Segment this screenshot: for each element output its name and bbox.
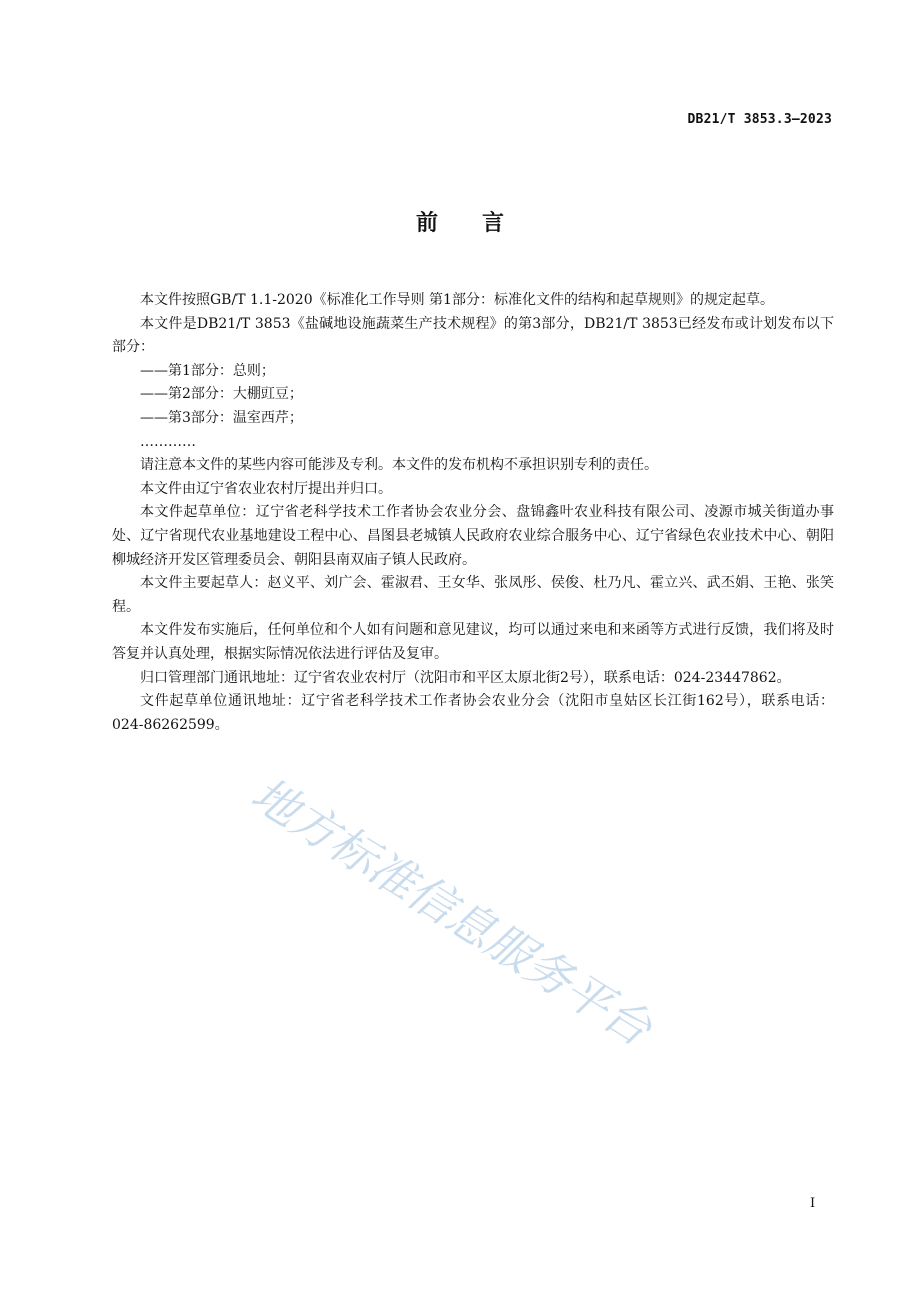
paragraph-proposer: 本文件由辽宁省农业农村厅提出并归口。 bbox=[140, 480, 392, 497]
foreword-body bbox=[112, 289, 834, 737]
paragraph-feedback: 本文件发布实施后，任何单位和个人如有问题和意见建议，均可以通过来电和来函等方式进行反馈，我们将及时答复并认真处理，根据实际情况依法进行评估及复审。 bbox=[112, 622, 834, 662]
page-number: I bbox=[810, 1196, 816, 1211]
paragraph-standard-basis: 本文件按照GB/T 1.1-2020《标准化工作导则 第1部分：标准化文件的结构和起草规则》的规定起草。 bbox=[140, 292, 774, 308]
page-title: 前言 bbox=[415, 211, 548, 236]
paragraph-drafting-units: 本文件起草单位：辽宁省老科学技术工作者协会农业分会、盘锦鑫叶农业科技有限公司、凌源市城关街道办事处、辽宁省现代农业基地建设工程中心、昌图县老城镇人民政府农业综合服务中心、辽宁省绿色农业技术中心、朝阳柳城经济开发区管理委员会、朝阳县南双庙子镇人民政府。 bbox=[112, 504, 834, 568]
list-ellipsis: ………… bbox=[140, 433, 196, 450]
document-code: DB21/T 3853.3—2023 bbox=[687, 112, 832, 127]
paragraph-authority-address: 归口管理部门通讯地址：辽宁省农业农村厅（沈阳市和平区太原北街2号），联系电话：024-23447862。 bbox=[140, 669, 791, 686]
paragraph-patent-notice: 请注意本文件的某些内容可能涉及专利。本文件的发布机构不承担识别专利的责任。 bbox=[140, 457, 658, 474]
list-item-part-2: ——第2部分：大棚豇豆； bbox=[140, 386, 303, 403]
paragraph-drafters: 本文件主要起草人：赵义平、刘广会、霍淑君、王女华、张凤彤、侯俊、杜乃凡、霍立兴、武丕娟、王艳、张笑程。 bbox=[112, 575, 834, 615]
paragraph-part-info: 本文件是DB21/T 3853《盐碱地设施蔬菜生产技术规程》的第3部分，DB21/T 3853已经发布或计划发布以下部分： bbox=[112, 315, 834, 356]
paragraph-drafter-address: 文件起草单位通讯地址：辽宁省老科学技术工作者协会农业分会（沈阳市皇姑区长江街162号），联系电话：024-86262599。 bbox=[112, 693, 834, 733]
watermark bbox=[238, 763, 798, 1063]
list-item-part-1: ——第1部分：总则； bbox=[140, 362, 275, 379]
watermark-text: 地方标准信息服务平台 bbox=[242, 766, 661, 1057]
list-item-part-3: ——第3部分：温室西芹； bbox=[140, 409, 303, 426]
